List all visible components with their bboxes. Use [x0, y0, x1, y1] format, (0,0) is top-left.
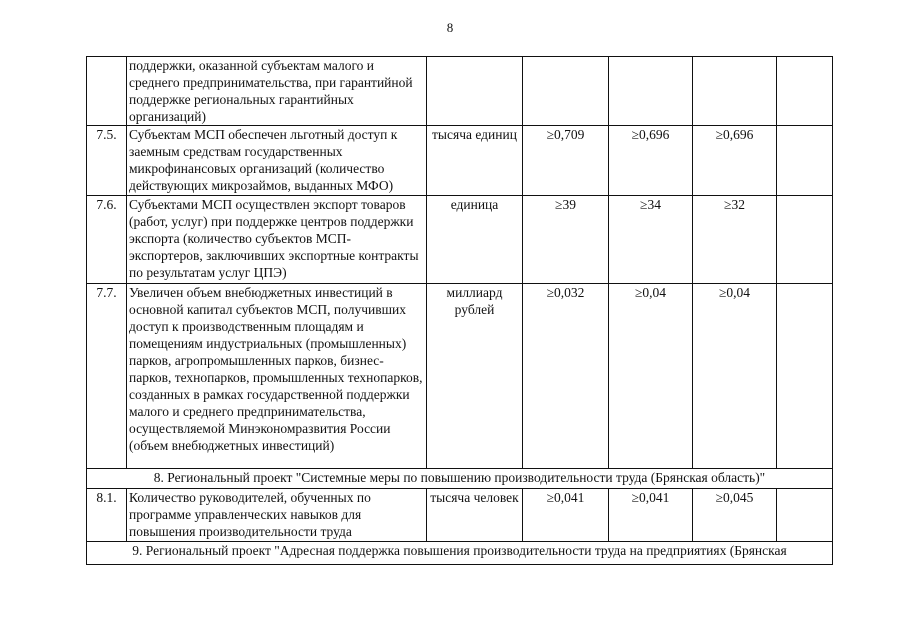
value-cell: [777, 196, 833, 284]
value-cell: [777, 126, 833, 196]
page-number: 8: [446, 20, 454, 35]
unit-cell: тысяча человек: [427, 489, 523, 542]
value-cell: [523, 57, 609, 126]
value-cell: ≥0,045: [693, 489, 777, 542]
unit-cell: тысяча единиц: [427, 126, 523, 196]
row-number: 7.7.: [87, 284, 127, 469]
indicator-text: Увеличен объем внебюджетных инвестиций в основной капитал субъектов МСП, получивших доступ к производственным площадям и помещениям индустриальных (промышленных) парков, агропромышленных парков, бизнес-парков, технопарков, промышленных технопарков, созданных в рамках государственной поддержки малого и среднего предпринимательства, осуществляемой Минэкономразвития России (объем внебюджетных инвестиций): [127, 284, 427, 469]
row-number: [87, 57, 127, 126]
value-cell: [777, 489, 833, 542]
unit-cell: [427, 57, 523, 126]
value-cell: ≥0,696: [693, 126, 777, 196]
value-cell: ≥0,04: [693, 284, 777, 469]
section-row: [87, 469, 833, 489]
value-cell: [693, 57, 777, 126]
value-cell: [777, 57, 833, 126]
value-cell: ≥0,032: [523, 284, 609, 469]
section-row: [87, 542, 833, 565]
value-cell: ≥0,709: [523, 126, 609, 196]
row-number: 8.1.: [87, 489, 127, 542]
row-number: 7.5.: [87, 126, 127, 196]
section-heading-8: 8. Региональный проект "Системные меры по повышению производительности труда (Брянская область)": [87, 469, 833, 489]
value-cell: ≥0,041: [609, 489, 693, 542]
section-heading-9: 9. Региональный проект "Адресная поддержка повышения производительности труда на предприятиях (Брянская: [87, 542, 833, 565]
unit-cell: миллиард рублей: [427, 284, 523, 469]
value-cell: [609, 57, 693, 126]
targets-table: [86, 56, 833, 565]
value-cell: ≥39: [523, 196, 609, 284]
value-cell: ≥0,041: [523, 489, 609, 542]
unit-cell: единица: [427, 196, 523, 284]
indicator-text: Субъектам МСП обеспечен льготный доступ к заемным средствам государственных микрофинансовых организаций (количество действующих микрозаймов, выданных МФО): [127, 126, 427, 196]
value-cell: ≥32: [693, 196, 777, 284]
table-row: [87, 126, 833, 196]
value-cell: ≥0,04: [609, 284, 693, 469]
value-cell: ≥0,696: [609, 126, 693, 196]
value-cell: ≥34: [609, 196, 693, 284]
table-row: [87, 57, 833, 126]
indicator-text: Субъектами МСП осуществлен экспорт товаров (работ, услуг) при поддержке центров поддержки экспорта (количество субъектов МСП-экспортеров, заключивших экспортные контракты по результатам услуг ЦПЭ): [127, 196, 427, 284]
table-row: [87, 284, 833, 469]
value-cell: [777, 284, 833, 469]
indicator-text: Количество руководителей, обученных по программе управленческих навыков для повышения производительности труда: [127, 489, 427, 542]
row-number: 7.6.: [87, 196, 127, 284]
table-row: [87, 196, 833, 284]
indicator-text: поддержки, оказанной субъектам малого и среднего предпринимательства, при гарантийной поддержке региональных гарантийных организаций): [127, 57, 427, 126]
table-row: [87, 489, 833, 542]
